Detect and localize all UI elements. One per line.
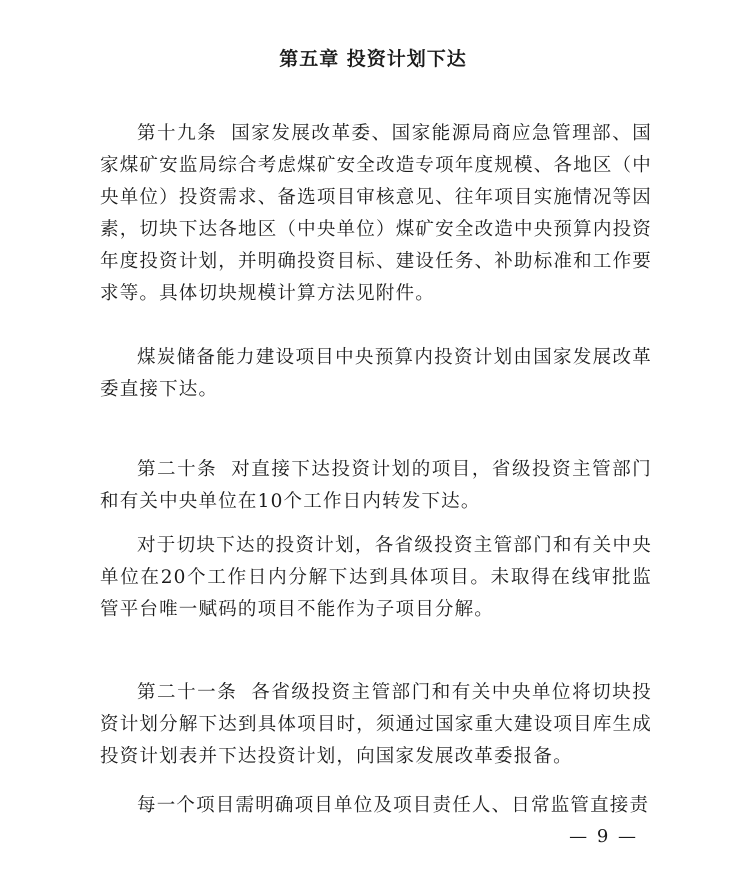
chapter-title: 第五章 投资计划下达 xyxy=(279,48,467,70)
article-20-label: 第二十条 xyxy=(137,459,218,480)
article-20-paragraph-1 xyxy=(100,454,652,518)
article-19-label: 第十九条 xyxy=(137,123,218,144)
article-20-text-2: 对于切块下达的投资计划，各省级投资主管部门和有关中央单位在20个工作日内分解下达到具体项目。未取得在线审批监管平台唯一赋码的项目不能作为子项目分解。 xyxy=(100,535,652,620)
article-20-paragraph-2 xyxy=(100,530,652,626)
article-19-text-2: 煤炭储备能力建设项目中央预算内投资计划由国家发展改革委直接下达。 xyxy=(100,347,652,400)
article-21-paragraph-1 xyxy=(100,677,652,773)
article-21-paragraph-2 xyxy=(100,790,652,822)
article-19-paragraph-1 xyxy=(100,118,652,310)
article-21-text-1: 各省级投资主管部门和有关中央单位将切块投资计划分解下达到具体项目时，须通过国家重大建设项目库生成投资计划表并下达投资计划，向国家发展改革委报备。 xyxy=(100,682,652,767)
article-21-text-2: 每一个项目需明确项目单位及项目责任人、日常监管直接责 xyxy=(137,795,650,816)
article-20-text-1: 对直接下达投资计划的项目，省级投资主管部门和有关中央单位在10个工作日内转发下达。 xyxy=(100,459,652,512)
page-number: — 9 — xyxy=(569,826,638,847)
article-21-label: 第二十一条 xyxy=(137,682,238,703)
article-19-text-1: 国家发展改革委、国家能源局商应急管理部、国家煤矿安监局综合考虑煤矿安全改造专项年度规模、各地区（中央单位）投资需求、备选项目审核意见、往年项目实施情况等因素，切块下达各地区（中央单位）煤矿安全改造中央预算内投资年度投资计划，并明确投资目标、建设任务、补助标准和工作要求等。具体切块规模计算方法见附件。 xyxy=(100,123,652,304)
article-19-paragraph-2 xyxy=(100,342,652,406)
